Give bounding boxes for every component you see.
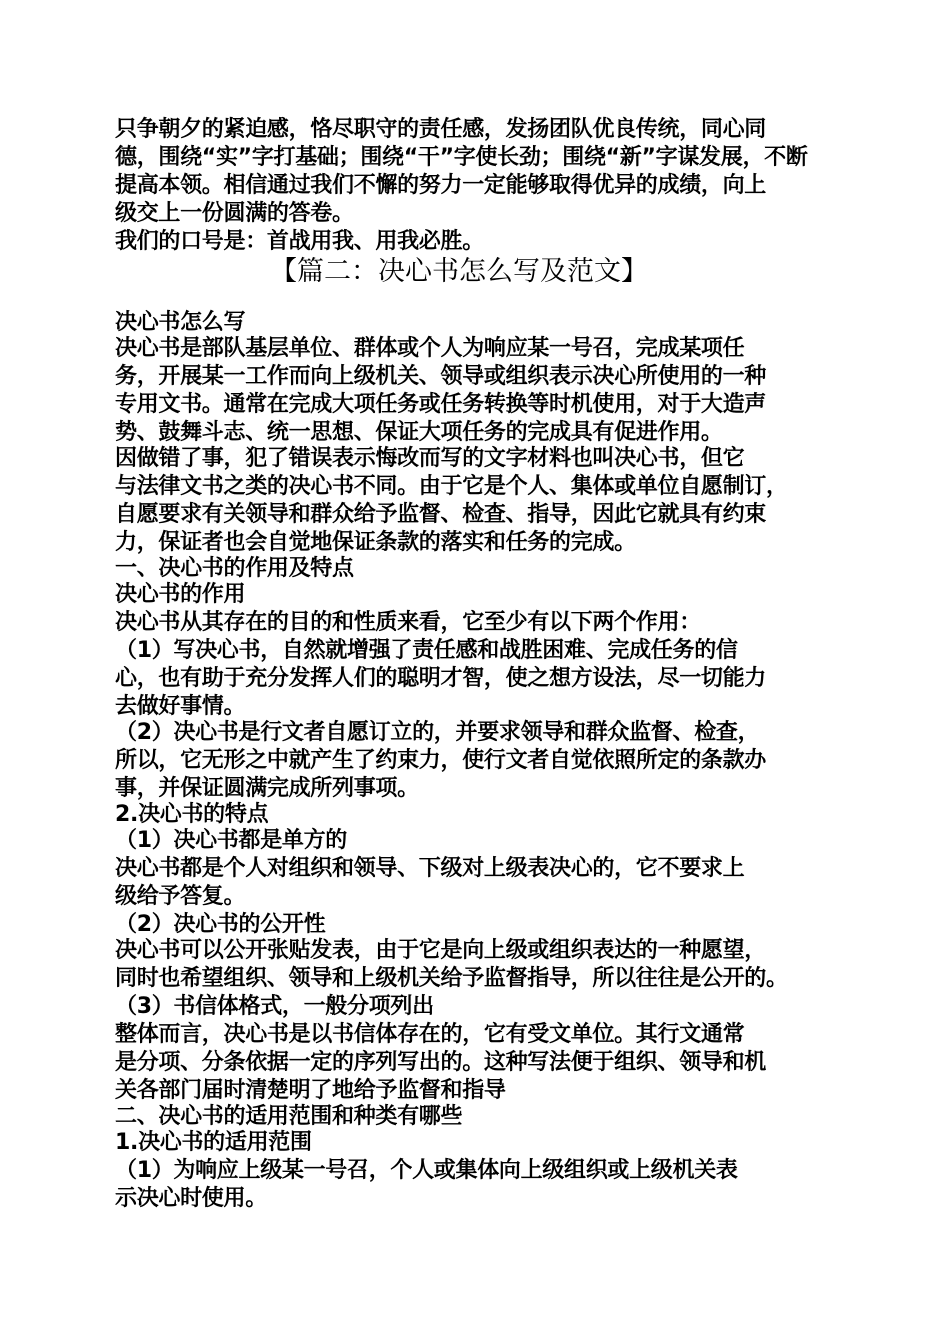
subheading: （2）决心书的公开性: [115, 912, 326, 937]
text-line: 专用文书。通常在完成大项任务或任务转换等时机使用，对于大造声: [115, 392, 767, 417]
subheading: （3）书信体格式，一般分项列出: [115, 994, 434, 1019]
text-line: 所以，它无形之中就产生了约束力，使行文者自觉依照所定的条款办: [115, 748, 767, 773]
text-line: 决心书是部队基层单位、群体或个人为响应某一号召，完成某项任: [115, 336, 745, 361]
text-line: 级给予答复。: [115, 884, 246, 909]
text-line: 示决心时使用。: [115, 1186, 267, 1211]
text-line: 决心书都是个人对组织和领导、下级对上级表决心的，它不要求上: [115, 856, 745, 881]
subheading: 2.决心书的特点: [115, 802, 269, 827]
text-line: 势、鼓舞斗志、统一思想、保证大项任务的完成具有促进作用。: [115, 420, 723, 445]
text-line: 同时也希望组织、领导和上级机关给予监督指导，所以往往是公开的。: [115, 966, 788, 991]
text-line: 自愿要求有关领导和群众给予监督、检查、指导，因此它就具有约束: [115, 502, 767, 527]
text-line: 与法律文书之类的决心书不同。由于它是个人、集体或单位自愿制订，: [115, 474, 788, 499]
text-line: 是分项、分条依据一定的序列写出的。这种写法便于组织、领导和机: [115, 1050, 767, 1075]
text-line: 因做错了事，犯了错误表示悔改而写的文字材料也叫决心书，但它: [115, 446, 745, 471]
text-line: 整体而言，决心书是以书信体存在的，它有受文单位。其行文通常: [115, 1022, 745, 1047]
text-line: 德，围绕“实”字打基础；围绕“干”字使长劲；围绕“新”字谋发展，不断: [115, 145, 808, 170]
subheading: 决心书怎么写: [115, 310, 246, 335]
text-line: 务，开展某一工作而向上级机关、领导或组织表示决心所使用的一种: [115, 364, 767, 389]
text-line: 事，并保证圆满完成所列事项。: [115, 776, 419, 801]
text-line: （1）写决心书，自然就增强了责任感和战胜困难、完成任务的信: [115, 638, 738, 663]
text-line: 只争朝夕的紧迫感，恪尽职守的责任感，发扬团队优良传统，同心同: [115, 117, 767, 142]
section-title: 【篇二：决心书怎么写及范文】: [270, 256, 648, 287]
subheading: 二、决心书的适用范围和种类有哪些: [115, 1104, 463, 1129]
text-line: （1）为响应上级某一号召，个人或集体向上级组织或上级机关表: [115, 1158, 738, 1183]
text-line: 去做好事情。: [115, 694, 246, 719]
text-line: 心，也有助于充分发挥人们的聪明才智，使之想方设法，尽一切能力: [115, 666, 767, 691]
subheading: 1.决心书的适用范围: [115, 1130, 312, 1155]
text-line: 决心书可以公开张贴发表，由于它是向上级或组织表达的一种愿望，: [115, 938, 767, 963]
text-line: 关各部门届时清楚明了地给予监督和指导: [115, 1078, 506, 1103]
subheading: （1）决心书都是单方的: [115, 828, 348, 853]
subheading: 一、决心书的作用及特点: [115, 556, 354, 581]
text-line: 提高本领。相信通过我们不懈的努力一定能够取得优异的成绩，向上: [115, 173, 767, 198]
text-line: 决心书从其存在的目的和性质来看，它至少有以下两个作用：: [115, 610, 701, 635]
subheading: 决心书的作用: [115, 582, 246, 607]
slogan-line: 我们的口号是：首战用我、用我必胜。: [115, 229, 484, 254]
text-line: 力，保证者也会自觉地保证条款的落实和任务的完成。: [115, 530, 636, 555]
text-line: 级交上一份圆满的答卷。: [115, 201, 354, 226]
text-line: （2）决心书是行文者自愿订立的，并要求领导和群众监督、检查，: [115, 720, 760, 745]
